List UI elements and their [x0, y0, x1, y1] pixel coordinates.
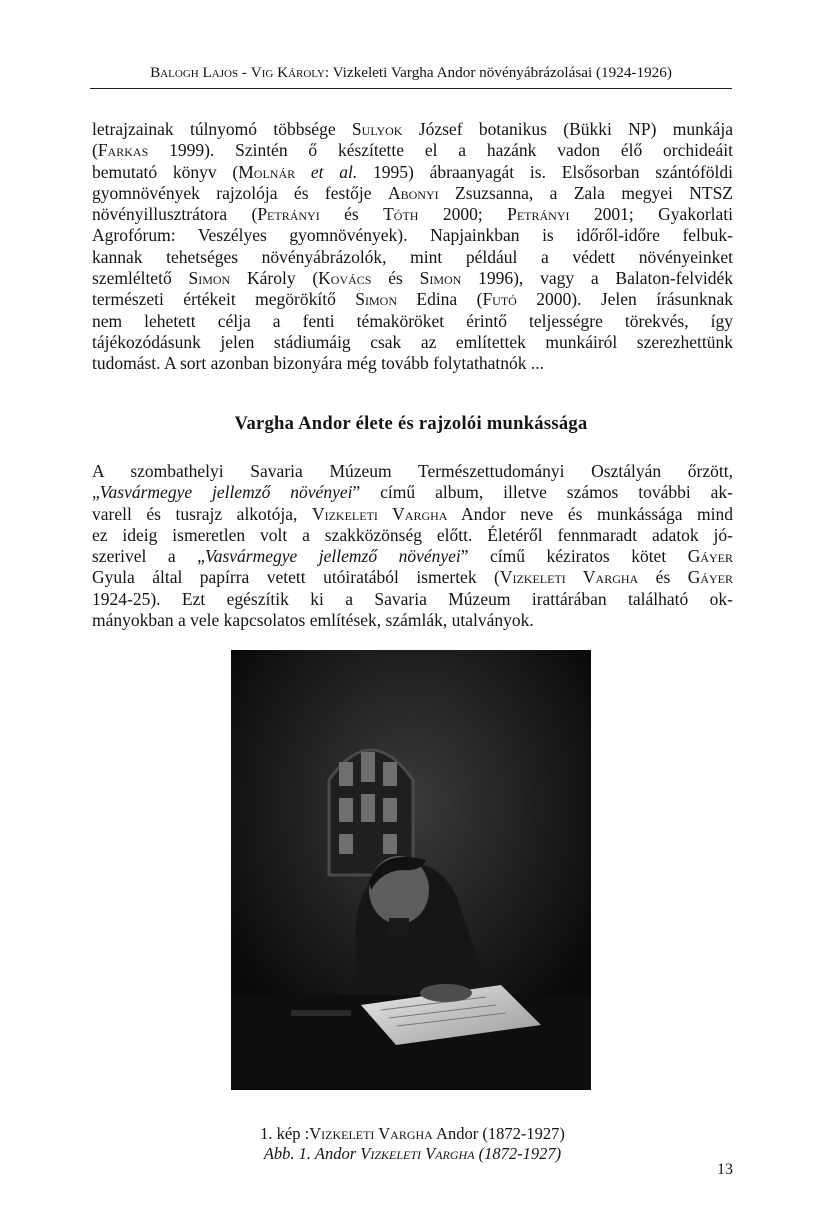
author1-given: Lajos [202, 64, 239, 81]
text-line: gyomnövények rajzolója és festője Abonyi Zsuzsanna, a Zala megyei NTSZ [92, 182, 733, 203]
text-line: „Vasvármegye jellemző növényei” című album, illetve számos további ak- [92, 482, 733, 503]
text-line: letrajzainak túlnyomó többsége Sulyok József botanikus (Bükki NP) munkája [92, 119, 733, 139]
text-line: természeti értékeit megörökítő Simon Edina (Futó 2000). Jelen írásunknak [92, 289, 733, 310]
page-number: 13 [717, 1161, 733, 1178]
running-head: Balogh Lajos - Vig Károly: Vizkeleti Vargha Andor növényábrázolásai (1924-1926) [150, 64, 672, 81]
text-line: nem lehetett célja a fenti témaköröket érintő teljességre törekvés, így [92, 310, 733, 331]
author2-given: Károly [277, 64, 325, 81]
header-rule [90, 88, 732, 89]
text-line: szerivel a „Vasvármegye jellemző növényei” című kéziratos kötet Gáyer [92, 546, 733, 567]
text-line: Agrofórum: Veszélyes gyomnövények). Napjainkban is időről-időre felbuk- [92, 225, 733, 246]
text-line: szemléltető Simon Károly (Kovács és Simon 1996), vagy a Balaton-felvidék [92, 268, 733, 289]
text-line: mányokban a vele kapcsolatos említések, számlák, utalványok. [92, 610, 534, 631]
text-line: tudomást. A sort azonban bizonyára még tovább folytathatnók ... [92, 353, 544, 374]
text-line: varell és tusrajz alkotója, Vizkeleti Vargha Andor neve és munkássága mind [92, 503, 734, 524]
running-head-title: : Vizkeleti Vargha Andor növényábrázolásai (1924-1926) [324, 64, 672, 81]
figure-caption [92, 1124, 733, 1164]
portrait-photo-image [231, 650, 591, 1090]
caption-german: Abb. 1. Andor Vizkeleti Vargha (1872-1927) [263, 1144, 562, 1163]
section-heading: Vargha Andor élete és rajzolói munkássága [234, 414, 588, 434]
author1-surname: Balogh [150, 64, 199, 81]
text-line: A szombathelyi Savaria Múzeum Természettudományi Osztályán őrzött, [92, 461, 733, 481]
body-paragraph-2 [92, 461, 733, 631]
text-line: tájékozódásunk jelen stádiumáig csak az említettek munkáiról szerezhettünk [92, 331, 733, 352]
text-line: kannak tehetséges növényábrázolók, mint például a védett növényeinket [92, 246, 733, 267]
text-line: Gyula által papírra vetett utóiratából ismertek (Vizkeleti Vargha és Gáyer [92, 567, 734, 588]
caption-hungarian: 1. kép :Vizkeleti Vargha Andor (1872-1927) [260, 1124, 565, 1143]
portrait-photo [231, 650, 591, 1090]
text-line: (Farkas 1999). Szintén ő készítette el a hazánk vadon élő orchideáit [92, 140, 733, 161]
text-line: ez ideig ismeretlen volt a szakközönség előtt. Életéről fennmaradt adatok jó- [92, 524, 733, 545]
author2-surname: Vig [250, 64, 274, 81]
body-paragraph-1 [92, 119, 733, 375]
text-line: növényillusztrátora (Petrányi és Tóth 2000; Petrányi 2001; Gyakorlati [92, 204, 733, 225]
text-line: 1924-25). Ezt egészítik ki a Savaria Múzeum irattárában található ok- [92, 588, 733, 609]
text-line: bemutató könyv (Molnár et al. 1995) ábraanyagát is. Elsősorban szántóföldi [92, 161, 734, 182]
